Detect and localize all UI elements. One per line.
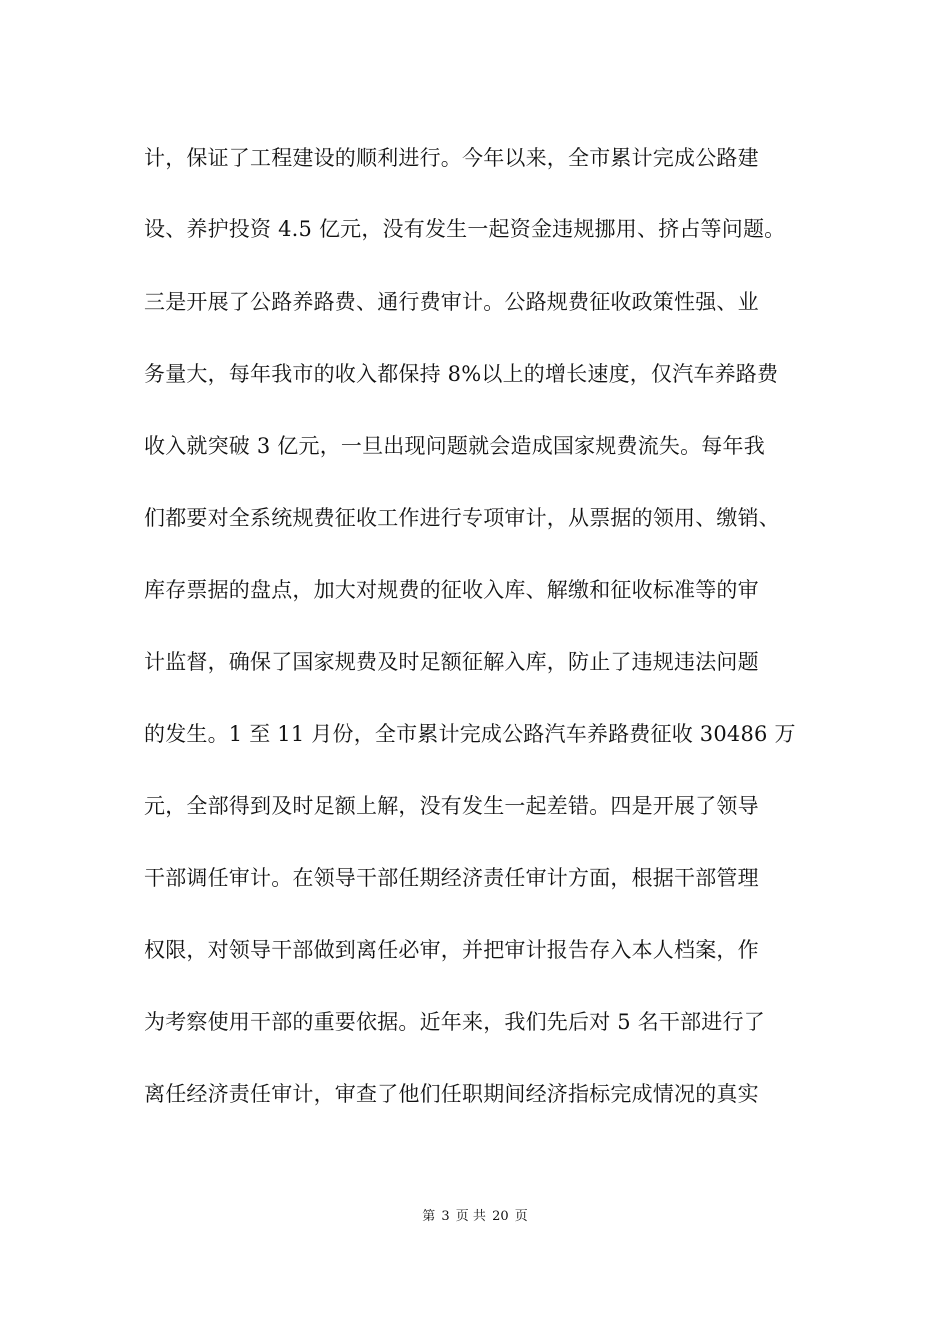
body-line-5: 收入就突破 3 亿元，一旦出现问题就会造成国家规费流失。每年我 bbox=[144, 434, 765, 458]
footer-suffix: 页 bbox=[514, 1209, 528, 1224]
body-line-2: 设、养护投资 4.5 亿元，没有发生一起资金违规挪用、挤占等问题。 bbox=[144, 217, 786, 241]
body-line-13: 为考察使用干部的重要依据。近年来，我们先后对 5 名干部进行了 bbox=[144, 1010, 765, 1034]
footer-middle: 页 共 bbox=[455, 1209, 486, 1224]
body-line-3: 三是开展了公路养路费、通行费审计。公路规费征收政策性强、业 bbox=[144, 290, 759, 314]
footer-total-pages: 20 bbox=[492, 1209, 509, 1224]
body-line-12: 权限，对领导干部做到离任必审，并把审计报告存入本人档案，作 bbox=[144, 938, 759, 962]
body-line-14: 离任经济责任审计，审查了他们任职期间经济指标完成情况的真实 bbox=[144, 1082, 759, 1106]
body-line-7: 库存票据的盘点，加大对规费的征收入库、解缴和征收标准等的审 bbox=[144, 578, 759, 602]
body-line-9: 的发生。1 至 11 月份，全市累计完成公路汽车养路费征收 30486 万 bbox=[144, 722, 796, 746]
footer-prefix: 第 bbox=[422, 1209, 436, 1224]
body-line-8: 计监督，确保了国家规费及时足额征解入库，防止了违规违法问题 bbox=[144, 650, 759, 674]
body-line-6: 们都要对全系统规费征收工作进行专项审计，从票据的领用、缴销、 bbox=[144, 506, 780, 530]
body-line-4: 务量大，每年我市的收入都保持 8%以上的增长速度，仅汽车养路费 bbox=[144, 362, 779, 386]
body-line-10: 元，全部得到及时足额上解，没有发生一起差错。四是开展了领导 bbox=[144, 794, 759, 818]
body-line-11: 干部调任审计。在领导干部任期经济责任审计方面，根据干部管理 bbox=[144, 866, 759, 890]
page-footer bbox=[0, 1208, 950, 1226]
footer-current-page: 3 bbox=[441, 1209, 450, 1224]
body-line-1: 计，保证了工程建设的顺利进行。今年以来，全市累计完成公路建 bbox=[144, 146, 759, 170]
